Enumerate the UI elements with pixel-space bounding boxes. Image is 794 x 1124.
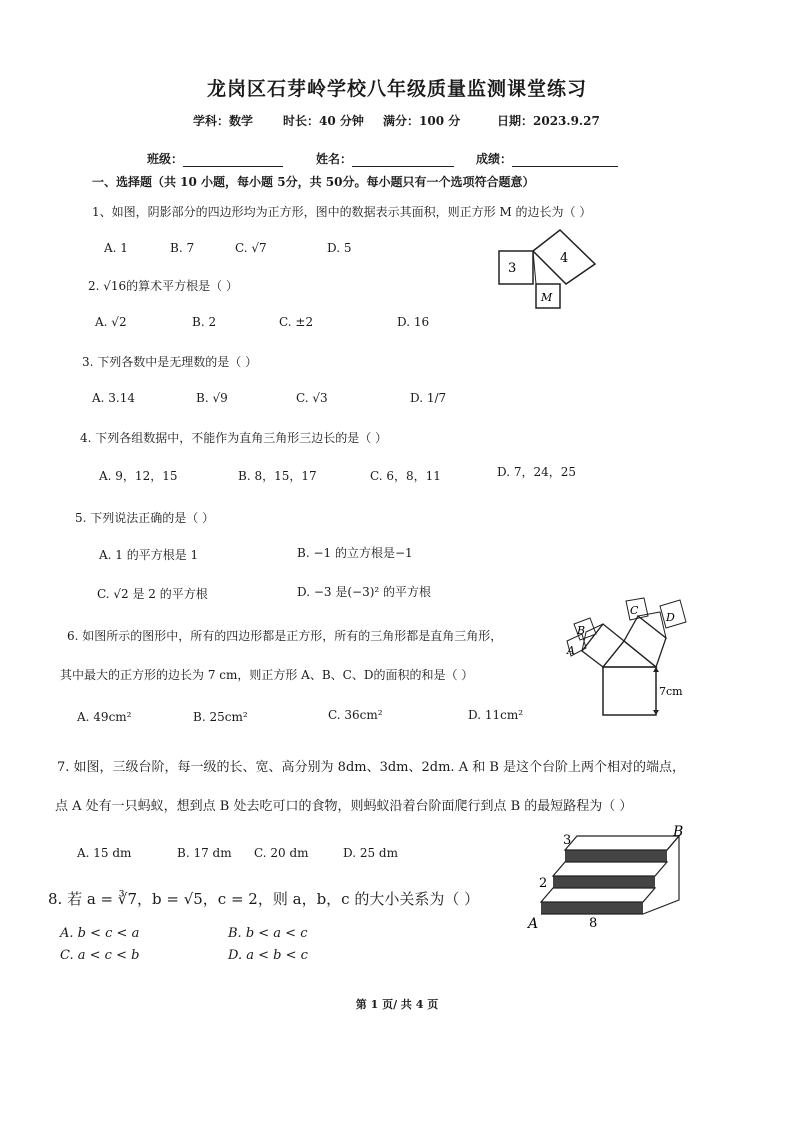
q6-label-a: A xyxy=(567,644,575,657)
q1-option-c: C. √7 xyxy=(235,241,267,255)
question-2-stem: 2. √16的算术平方根是（ ） xyxy=(88,279,238,293)
class-field xyxy=(147,150,283,167)
full-score-label: 满分：100 分 xyxy=(383,114,461,128)
q8-option-a: A. b < c < a xyxy=(60,926,140,941)
page-title: 龙岗区石芽岭学校八年级质量监测课堂练习 xyxy=(206,78,587,100)
q7-label-2: 2 xyxy=(539,876,548,891)
question-7-stem-line1: 7. 如图，三级台阶，每一级的长、宽、高分别为 8dm、3dm、2dm. A 和 B 是这个台阶上两个相对的端点， xyxy=(57,760,686,775)
name-field xyxy=(316,150,454,167)
q7-option-b: B. 17 dm xyxy=(177,846,232,860)
name-blank[interactable] xyxy=(352,154,454,167)
q2-option-c: C. ±2 xyxy=(279,315,314,329)
q6-label-7cm: 7cm xyxy=(659,685,683,698)
q7-option-d: D. 25 dm xyxy=(343,846,398,860)
score-label: 成绩： xyxy=(476,152,513,166)
duration-label: 时长：40 分钟 xyxy=(283,114,364,128)
q3-option-a: A. 3.14 xyxy=(92,391,136,405)
q1-figure xyxy=(492,226,608,312)
q8-option-b: B. b < a < c xyxy=(228,926,308,941)
question-1-stem: 1、如图，阴影部分的四边形均为正方形，图中的数据表示其面积，则正方形 M 的边长为（ ） xyxy=(92,205,592,219)
q3-option-d: D. 1/7 xyxy=(410,391,447,405)
q7-figure xyxy=(525,824,691,930)
q7-label-3: 3 xyxy=(563,833,572,848)
q6-label-d: D xyxy=(666,611,675,624)
q8-option-d: D. a < b < c xyxy=(228,948,308,963)
page-footer: 第 1 页/ 共 4 页 xyxy=(355,998,439,1011)
question-3-stem: 3. 下列各数中是无理数的是（ ） xyxy=(82,355,258,369)
q4-option-a: A. 9，12，15 xyxy=(99,469,178,483)
q1-label-3: 3 xyxy=(508,261,517,276)
score-field xyxy=(476,150,618,167)
q6-figure xyxy=(562,596,692,720)
q4-option-b: B. 8，15，17 xyxy=(238,469,317,483)
question-8-stem: 8. 若 a = ∛7，b = √5，c = 2，则 a，b，c 的大小关系为（ ） xyxy=(48,890,480,908)
q7-option-a: A. 15 dm xyxy=(77,846,132,860)
q5-option-b: B. −1 的立方根是−1 xyxy=(297,546,413,560)
q3-option-b: B. √9 xyxy=(196,391,228,405)
section-heading: 一、选择题（共 10 小题，每小题 5分，共 50分。每小题只有一个选项符合题意） xyxy=(92,175,535,189)
q4-option-d: D. 7，24，25 xyxy=(497,465,576,479)
question-4-stem: 4. 下列各组数据中，不能作为直角三角形三边长的是（ ） xyxy=(80,431,388,445)
question-7-stem-line2: 点 A 处有一只蚂蚁，想到点 B 处去吃可口的食物，则蚂蚁沿着台阶面爬行到点 B 的最短路程为（ ） xyxy=(55,799,633,814)
q6-label-c: C xyxy=(630,604,639,617)
class-blank[interactable] xyxy=(183,154,283,167)
q7-option-c: C. 20 dm xyxy=(254,846,309,860)
q7-label-8: 8 xyxy=(589,916,598,930)
q5-option-a: A. 1 的平方根是 1 xyxy=(99,548,199,562)
q1-option-d: D. 5 xyxy=(327,241,352,255)
q7-label-a: A xyxy=(528,916,539,930)
q2-option-d: D. 16 xyxy=(397,315,430,329)
q7-label-b: B xyxy=(673,824,684,840)
q2-option-b: B. 2 xyxy=(192,315,217,329)
q5-option-c: C. √2 是 2 的平方根 xyxy=(97,587,208,601)
q5-option-d: D. −3 是(−3)² 的平方根 xyxy=(297,585,432,599)
q6-option-a: A. 49cm² xyxy=(77,710,132,724)
question-5-stem: 5. 下列说法正确的是（ ） xyxy=(75,511,215,525)
question-6-stem-line1: 6. 如图所示的图形中，所有的四边形都是正方形，所有的三角形都是直角三角形， xyxy=(67,629,503,643)
score-blank[interactable] xyxy=(512,154,618,167)
date-label: 日期：2023.9.27 xyxy=(497,114,600,128)
q1-label-4: 4 xyxy=(560,251,569,266)
q3-option-c: C. √3 xyxy=(296,391,328,405)
q6-option-d: D. 11cm² xyxy=(468,708,524,722)
q4-option-c: C. 6，8，11 xyxy=(370,469,441,483)
q6-label-b: B xyxy=(577,624,586,637)
q6-option-c: C. 36cm² xyxy=(328,708,383,722)
q1-option-b: B. 7 xyxy=(170,241,195,255)
question-6-stem-line2: 其中最大的正方形的边长为 7 cm，则正方形 A、B、C、D的面积的和是（ ） xyxy=(60,668,474,682)
q2-option-a: A. √2 xyxy=(95,315,127,329)
subject-label: 学科：数学 xyxy=(193,114,254,128)
q8-option-c: C. a < c < b xyxy=(60,948,140,963)
q6-option-b: B. 25cm² xyxy=(193,710,248,724)
name-label: 姓名： xyxy=(316,152,353,166)
q1-option-a: A. 1 xyxy=(104,241,128,255)
q1-label-m: M xyxy=(541,291,553,304)
class-label: 班级： xyxy=(147,152,184,166)
